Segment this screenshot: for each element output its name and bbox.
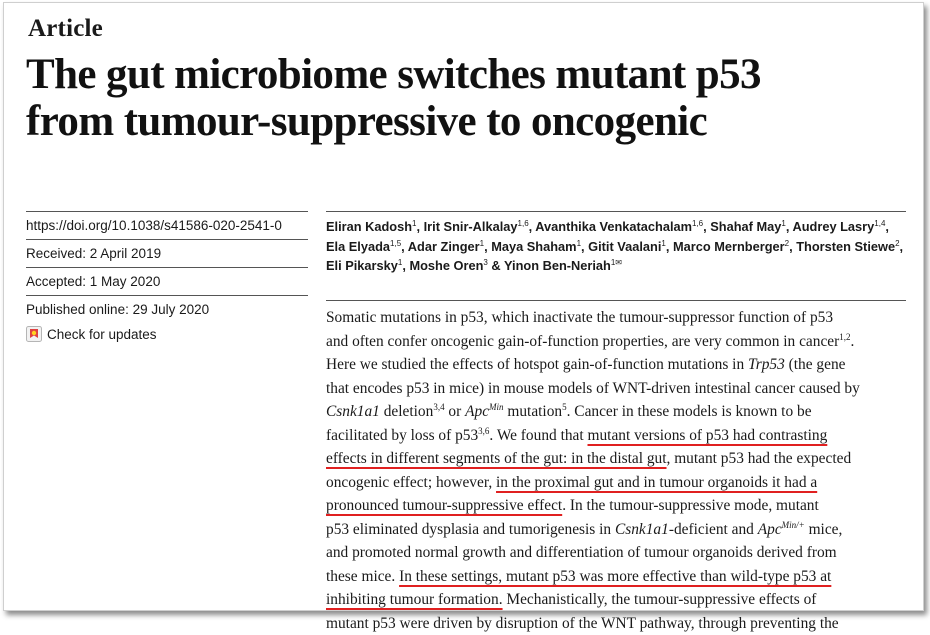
accepted-date: Accepted: 1 May 2020	[26, 267, 308, 295]
doi-link[interactable]: https://doi.org/10.1038/s41586-020-2541-0	[26, 211, 308, 239]
gene-name: Apc	[465, 403, 489, 420]
abstract-text: , mutant p53 had the expected	[667, 450, 852, 467]
crossmark-icon	[26, 326, 42, 342]
abstract-text: or	[445, 403, 466, 420]
author-separator: ,	[581, 239, 588, 254]
highlighted-text: pronounced tumour-suppressive effect	[326, 497, 562, 514]
abstract-line	[326, 565, 906, 589]
author-name: Gitit Vaalani	[588, 239, 661, 254]
author-name: Avanthika Venkatachalam	[535, 219, 692, 234]
author-name: Thorsten Stiewe	[796, 239, 895, 254]
author-name: Eliran Kadosh	[326, 219, 412, 234]
abstract-text: . Cancer in these models is known to be	[567, 403, 812, 420]
allele-superscript: Min/+	[782, 520, 805, 530]
author-name: Maya Shaham	[491, 239, 576, 254]
title-line-1: The gut microbiome switches mutant p53	[26, 51, 906, 98]
author[interactable]	[424, 219, 529, 234]
author-name: Adar Zinger	[408, 239, 480, 254]
author-affiliation: 1	[398, 258, 402, 267]
gene-name: Trp53	[748, 356, 785, 373]
abstract-line	[326, 424, 906, 448]
highlighted-text: inhibiting tumour formation.	[326, 591, 503, 608]
abstract-text: facilitated by loss of p53	[326, 427, 478, 444]
abstract-text: -deficient and	[669, 521, 758, 538]
citation-superscript: 1,2	[839, 332, 850, 342]
author[interactable]	[504, 258, 622, 273]
author-affiliation: 1	[577, 239, 581, 248]
author-separator: &	[488, 258, 504, 273]
abstract-text: deletion	[380, 403, 433, 420]
title-line-2: from tumour-suppressive to oncogenic	[26, 98, 906, 145]
author-affiliation: 1	[781, 219, 785, 228]
abstract-text: p53 eliminated dysplasia and tumorigenesis in	[326, 521, 615, 538]
author-name: Marco Mernberger	[673, 239, 785, 254]
author-separator: ,	[900, 239, 904, 254]
author-name: Irit Snir-Alkalay	[424, 219, 518, 234]
abstract-text: Somatic mutations in p53, which inactivate the tumour-suppressor function of p53	[326, 309, 833, 326]
author-name: Audrey Lasry	[792, 219, 874, 234]
abstract-line	[326, 400, 906, 424]
abstract-line	[326, 612, 906, 635]
author-affiliation: 1,5	[390, 239, 401, 248]
author-affiliation: 1,6	[518, 219, 529, 228]
author-separator: ,	[786, 219, 793, 234]
abstract-line	[326, 494, 906, 518]
author-affiliation: 1	[480, 239, 484, 248]
author-affiliation: 1	[661, 239, 665, 248]
author[interactable]	[326, 258, 402, 273]
abstract-line	[326, 377, 906, 401]
author[interactable]	[409, 258, 487, 273]
author-separator: ,	[417, 219, 424, 234]
abstract	[326, 306, 906, 635]
author-separator: ,	[484, 239, 491, 254]
author-separator: ,	[402, 258, 409, 273]
abstract-text: these mice.	[326, 568, 399, 585]
abstract-text: . In the tumour-suppressive mode, mutant	[562, 497, 819, 514]
author[interactable]	[326, 239, 401, 254]
abstract-text: mutation	[504, 403, 563, 420]
author-affiliation: 2	[785, 239, 789, 248]
citation-superscript: 5	[562, 402, 567, 412]
author[interactable]	[792, 219, 885, 234]
author[interactable]	[326, 219, 417, 234]
author-affiliation: 2	[895, 239, 899, 248]
abstract-text: mice,	[805, 521, 843, 538]
author[interactable]	[408, 239, 484, 254]
author[interactable]	[710, 219, 786, 234]
author-name: Ela Elyada	[326, 239, 390, 254]
published-date: Published online: 29 July 2020	[26, 295, 308, 323]
abstract-text: Here we studied the effects of hotspot gain-of-function mutations in	[326, 356, 748, 373]
article-metadata	[26, 211, 308, 342]
author[interactable]	[796, 239, 899, 254]
abstract-text: .	[850, 333, 854, 350]
abstract-line	[326, 518, 906, 542]
author-separator: ,	[703, 219, 710, 234]
author[interactable]	[491, 239, 581, 254]
author-list	[326, 217, 911, 276]
abstract-line	[326, 447, 906, 471]
authors-divider	[326, 211, 906, 212]
author-separator: ,	[666, 239, 673, 254]
abstract-text: (the gene	[785, 356, 846, 373]
abstract-line	[326, 588, 906, 612]
highlighted-text: in the proximal gut and in tumour organoids it had a	[496, 474, 817, 491]
abstract-text: . We found that	[489, 427, 587, 444]
abstract-text: and often confer oncogenic gain-of-function properties, are very common in cancer	[326, 333, 839, 350]
author-affiliation: 1,4	[874, 219, 885, 228]
author-affiliation: 1✉	[611, 258, 622, 267]
abstract-text: oncogenic effect; however,	[326, 474, 496, 491]
abstract-line	[326, 471, 906, 495]
author-name: Shahaf May	[710, 219, 781, 234]
article-title	[26, 51, 906, 145]
author-affiliation: 3	[483, 258, 487, 267]
section-label: Article	[28, 15, 103, 43]
abstract-text: mutant p53 were driven by disruption of the WNT pathway, through preventing the	[326, 615, 839, 632]
author-separator: ,	[529, 219, 536, 234]
abstract-text: and promoted normal growth and differentiation of tumour organoids derived from	[326, 544, 837, 561]
author[interactable]	[535, 219, 703, 234]
author[interactable]	[673, 239, 789, 254]
author-name: Eli Pikarsky	[326, 258, 398, 273]
author-separator: ,	[401, 239, 408, 254]
abstract-line	[326, 306, 906, 330]
abstract-text: Mechanistically, the tumour-suppressive effects of	[503, 591, 817, 608]
check-for-updates-button[interactable]	[26, 326, 308, 342]
received-date: Received: 2 April 2019	[26, 239, 308, 267]
abstract-line	[326, 330, 906, 354]
highlighted-text: In these settings, mutant p53 was more effective than wild-type p53 at	[399, 568, 831, 585]
gene-name: Apc	[758, 521, 782, 538]
highlighted-text: effects in different segments of the gut: in the distal gut	[326, 450, 667, 467]
author-separator: ,	[789, 239, 796, 254]
highlighted-text: mutant versions of p53 had contrasting	[588, 427, 828, 444]
abstract-text: that encodes p53 in mice) in mouse models of WNT-driven intestinal cancer caused by	[326, 380, 860, 397]
abstract-line	[326, 541, 906, 565]
citation-superscript: 3,4	[433, 402, 444, 412]
check-for-updates-label: Check for updates	[47, 327, 157, 342]
author-name: Yinon Ben-Neriah	[504, 258, 611, 273]
author[interactable]	[588, 239, 666, 254]
author-separator: ,	[885, 219, 889, 234]
gene-name: Csnk1a1	[615, 521, 669, 538]
author-affiliation: 1	[412, 219, 416, 228]
gene-name: Csnk1a1	[326, 403, 380, 420]
author-affiliation: 1,6	[692, 219, 703, 228]
abstract-divider	[326, 300, 906, 301]
abstract-line	[326, 353, 906, 377]
article-page	[3, 2, 924, 611]
allele-superscript: Min	[489, 402, 504, 412]
citation-superscript: 3,6	[478, 426, 489, 436]
author-name: Moshe Oren	[409, 258, 483, 273]
